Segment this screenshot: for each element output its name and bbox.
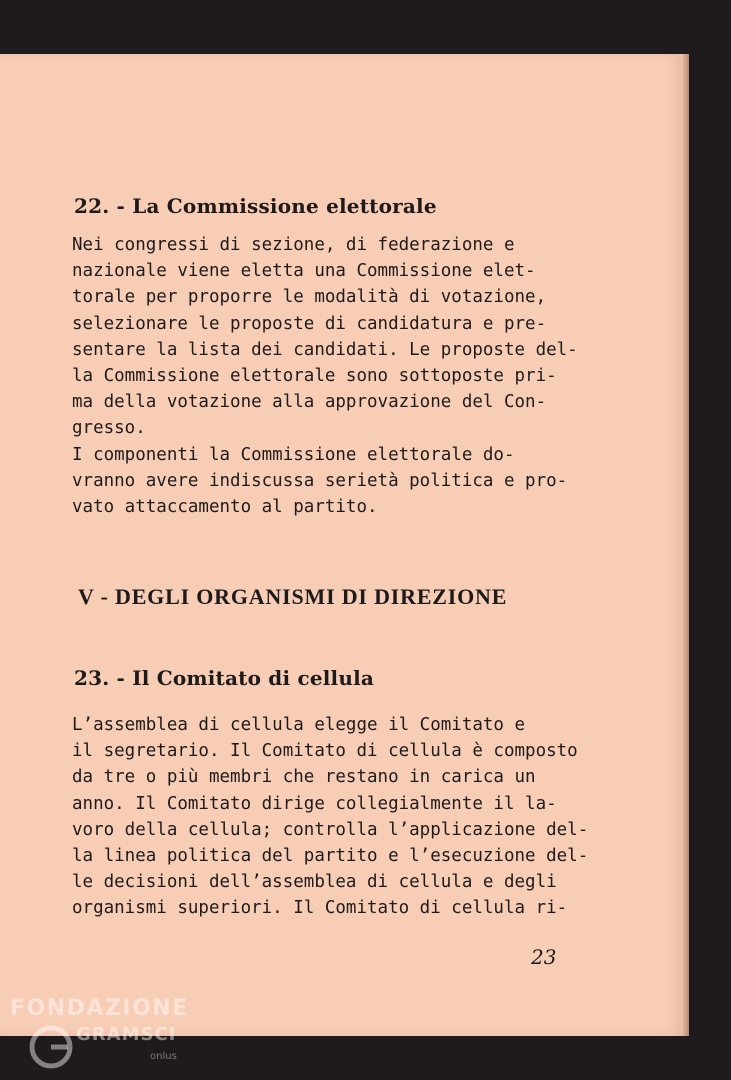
text-line: I componenti la Commissione elettorale do-: [72, 444, 515, 465]
section-23-body: [72, 712, 589, 922]
text-line: vato attaccamento al partito.: [72, 496, 378, 517]
text-line: nazionale viene eletta una Commissione elet-: [72, 261, 536, 282]
text-line: la linea politica del partito e l’esecuzione del-: [72, 845, 589, 866]
section-22-heading: 22. - La Commissione elettorale: [74, 194, 437, 218]
text-line: anno. Il Comitato dirige collegialmente il la-: [72, 793, 557, 814]
text-line: selezionare le proposte di candidatura e pre-: [72, 313, 547, 334]
watermark-sub: GRAMSCI: [76, 1024, 177, 1045]
text-line: L’assemblea di cellula elegge il Comitato e: [72, 715, 526, 735]
watermark-suffix: onlus: [150, 1051, 177, 1062]
text-line: voro della cellula; controlla l’applicazione del-: [72, 819, 589, 840]
text-line: sentare la lista dei candidati. Le proposte del-: [72, 339, 578, 360]
text-line: da tre o più membri che restano in carica un: [72, 767, 536, 788]
page-edge: [683, 54, 689, 1036]
text-line: la Commissione elettorale sono sottoposte pri-: [72, 365, 557, 386]
chapter-heading: V - DEGLI ORGANISMI DI DIREZIONE: [78, 584, 508, 609]
text-line: gresso.: [72, 418, 146, 439]
text-line: Nei congressi di sezione, di federazione e: [72, 235, 515, 255]
watermark-name: FONDAZIONE: [10, 996, 189, 1021]
logo-icon: [28, 1024, 74, 1074]
text-line: vranno avere indiscussa serietà politica e pro-: [72, 470, 568, 491]
page-number: 23: [531, 945, 557, 969]
watermark: [10, 994, 210, 1078]
section-22-body: [72, 232, 578, 520]
text-line: organismi superiori. Il Comitato di cellula ri-: [72, 898, 568, 919]
text-line: torale per proporre le modalità di votazione,: [72, 287, 547, 308]
section-23-heading: 23. - Il Comitato di cellula: [74, 666, 375, 690]
text-line: ma della votazione alla approvazione del Con-: [72, 392, 547, 413]
text-line: il segretario. Il Comitato di cellula è composto: [72, 741, 578, 762]
text-line: le decisioni dell’assemblea di cellula e degli: [72, 872, 557, 893]
